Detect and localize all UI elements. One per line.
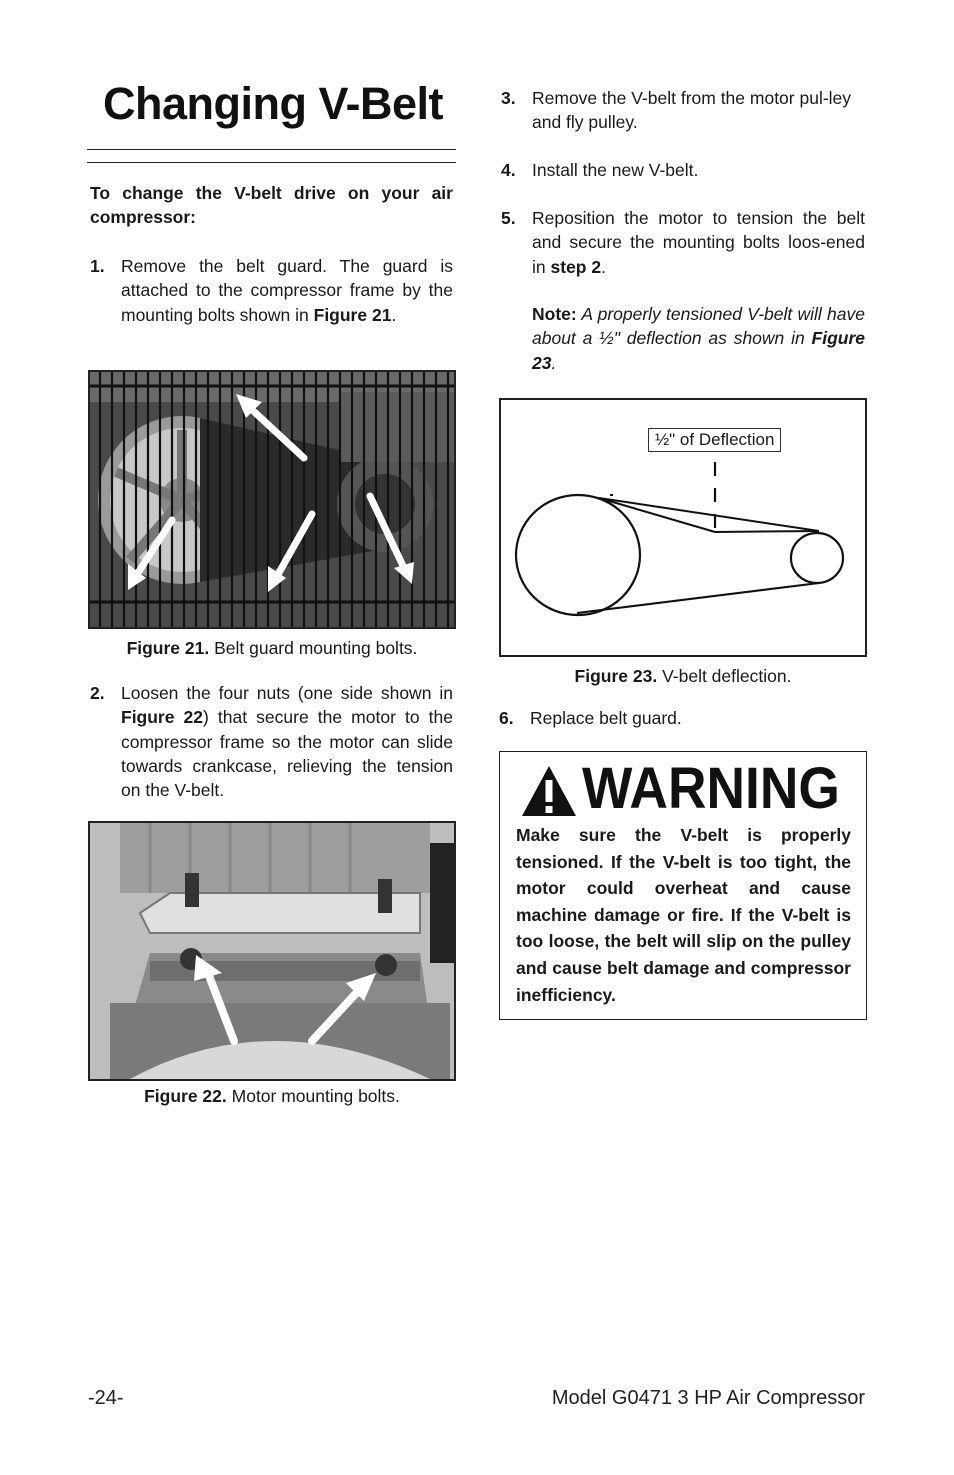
step-1: 1. Remove the belt guard. The guard is attached to the compressor frame by the mounting bolts shown in Figure 21. — [90, 254, 453, 327]
small-pulley — [791, 533, 843, 583]
title-rule-thin — [87, 162, 456, 163]
figure-21-image — [88, 370, 456, 629]
step-ref: step 2 — [550, 256, 602, 277]
step-4 — [501, 158, 865, 182]
step-number: 5. — [501, 208, 516, 228]
step-text: Install the new V-belt. — [532, 160, 699, 180]
belt-lower — [577, 583, 819, 613]
figure-23-diagram — [499, 398, 867, 657]
note-text: Note: A properly tensioned V-belt will have about a ½" deflection as shown in Figure 23. — [532, 304, 865, 373]
warning-text: Make sure the V-belt is properly tensioned. If the V-belt is too tight, the motor could overheat and cause machine damage or fire. If the V-belt is too loose, the belt will slip on the pulley and cause belt damage and compressor inefficiency. — [516, 825, 851, 1005]
warning-box — [499, 751, 867, 1020]
deflection-label: ½" of Deflection — [648, 428, 781, 452]
figure-22-image — [88, 821, 456, 1081]
step-2: 2. Loosen the four nuts (one side shown in Figure 22) that secure the motor to the compressor frame so the motor can slide towards crankcase, relieving the tension on the V-belt. — [90, 681, 453, 802]
figure-21-caption: Figure 21. Belt guard mounting bolts. — [126, 638, 418, 658]
belt-upper — [599, 498, 715, 532]
motor-mount-photo — [90, 823, 454, 1079]
step-text: Replace belt guard. — [530, 708, 682, 728]
step-text: Remove the belt guard. The guard is attached to the compressor frame by the mounting bolts shown in — [121, 256, 453, 325]
figure-23-caption: Figure 23. V-belt deflection. — [574, 666, 792, 686]
step-number: 2. — [90, 683, 105, 703]
step-3 — [501, 86, 865, 135]
note-label: Note: — [532, 304, 577, 324]
figure-22-caption: Figure 22. Motor mounting bolts. — [144, 1086, 400, 1106]
step-number: 1. — [90, 256, 105, 276]
step-number: 3. — [501, 88, 516, 108]
figure-ref: Figure 22 — [121, 707, 204, 728]
figure-ref: Figure 23 — [532, 328, 865, 373]
footer-model: Model G0471 3 HP Air Compressor — [551, 1387, 865, 1409]
page-number: -24- — [88, 1387, 124, 1409]
warning-heading: WARNING — [582, 756, 840, 821]
step-6 — [499, 706, 863, 730]
page-title: Changing V-Belt — [103, 78, 443, 129]
step-text: Reposition the motor to tension the belt and secure the mounting bolts loos-ened in — [532, 208, 865, 277]
warning-triangle-icon — [520, 764, 578, 818]
large-pulley — [516, 495, 640, 615]
intro-text: To change the V-belt drive on your air compressor: — [90, 183, 453, 228]
step-number: 6. — [499, 708, 514, 728]
title-rule — [87, 149, 456, 150]
step-number: 4. — [501, 160, 516, 180]
step-text: Remove the V-belt from the motor pul-ley and fly pulley. — [532, 88, 852, 133]
figure-ref: Figure 21 — [313, 304, 392, 325]
step-text: Loosen the four nuts (one side shown in — [121, 683, 453, 703]
belt-guard-photo — [90, 372, 454, 627]
step-5: 5. Reposition the motor to tension the belt and secure the mounting bolts loos-ened in step 2. — [501, 206, 865, 279]
